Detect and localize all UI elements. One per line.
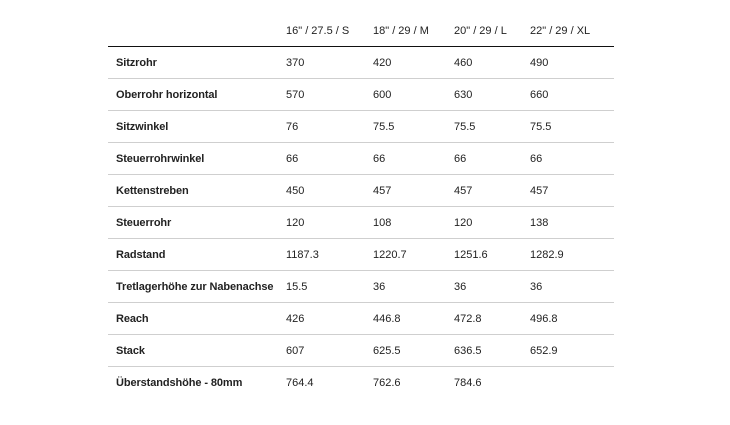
cell-value: 66	[286, 143, 373, 175]
cell-value: 426	[286, 303, 373, 335]
table-row	[108, 207, 614, 239]
cell-value: 15.5	[286, 271, 373, 303]
cell-value: 636.5	[454, 335, 530, 367]
header-cell-size-s: 16" / 27.5 / S	[286, 16, 373, 47]
cell-value: 76	[286, 111, 373, 143]
cell-value: 446.8	[373, 303, 454, 335]
cell-value: 66	[373, 143, 454, 175]
cell-value: 457	[454, 175, 530, 207]
header-cell-label	[108, 16, 286, 47]
header-cell-size-m: 18" / 29 / M	[373, 16, 454, 47]
cell-value: 630	[454, 79, 530, 111]
cell-value: 472.8	[454, 303, 530, 335]
table-row	[108, 143, 614, 175]
cell-value: 75.5	[454, 111, 530, 143]
table-header	[108, 16, 614, 47]
cell-value: 600	[373, 79, 454, 111]
cell-value: 652.9	[530, 335, 614, 367]
row-label: Sitzrohr	[108, 47, 286, 79]
cell-value: 75.5	[530, 111, 614, 143]
row-label: Reach	[108, 303, 286, 335]
cell-value: 762.6	[373, 376, 401, 389]
cell-value: 370	[286, 47, 373, 79]
cell-value: 457	[373, 175, 454, 207]
cell-value: 490	[530, 47, 614, 79]
row-label: Radstand	[108, 239, 286, 271]
cell-value: 420	[373, 47, 454, 79]
cell-value: 1220.7	[373, 239, 454, 271]
row-label: Überstandshöhe - 80mm	[116, 376, 243, 389]
row-label: Oberrohr horizontal	[108, 79, 286, 111]
table-row	[108, 303, 614, 335]
geometry-table	[108, 16, 614, 398]
cell-value: 1282.9	[530, 239, 614, 271]
cell-value: 570	[286, 79, 373, 111]
table-row	[108, 47, 614, 79]
cell-value: 764.4	[286, 376, 314, 389]
cell-value: 460	[454, 47, 530, 79]
cell-value: 108	[373, 207, 454, 239]
header-row	[108, 16, 614, 47]
cell-value: 784.6	[454, 376, 482, 389]
cell-value: 457	[530, 175, 614, 207]
table-row	[108, 271, 614, 303]
row-label: Tretlagerhöhe zur Nabenachse	[108, 271, 286, 303]
table-row	[108, 367, 614, 399]
table-row	[108, 79, 614, 111]
cell-value: 1251.6	[454, 239, 530, 271]
cell-value: 607	[286, 335, 373, 367]
table-body	[108, 47, 614, 399]
cell-value: 625.5	[373, 335, 454, 367]
header-cell-size-l: 20" / 29 / L	[454, 16, 530, 47]
table-row	[108, 335, 614, 367]
row-label: Steuerrohr	[108, 207, 286, 239]
table-row	[108, 175, 614, 207]
cell-value: 75.5	[373, 111, 454, 143]
cell-value: 36	[373, 271, 454, 303]
row-label: Kettenstreben	[108, 175, 286, 207]
row-label: Steuerrohrwinkel	[108, 143, 286, 175]
cell-value: 66	[530, 143, 614, 175]
cell-value: 120	[454, 207, 530, 239]
cell-value: 1187.3	[286, 239, 373, 271]
table-row	[108, 111, 614, 143]
cell-value	[530, 367, 614, 399]
cell-value: 36	[530, 271, 614, 303]
table-row	[108, 239, 614, 271]
cell-value: 496.8	[530, 303, 614, 335]
cell-value: 450	[286, 175, 373, 207]
row-label: Stack	[108, 335, 286, 367]
cell-value: 66	[454, 143, 530, 175]
row-label: Sitzwinkel	[108, 111, 286, 143]
cell-value: 36	[454, 271, 530, 303]
cell-value: 120	[286, 207, 373, 239]
cell-value: 660	[530, 79, 614, 111]
header-cell-size-xl: 22" / 29 / XL	[530, 16, 614, 47]
cell-value: 138	[530, 207, 614, 239]
